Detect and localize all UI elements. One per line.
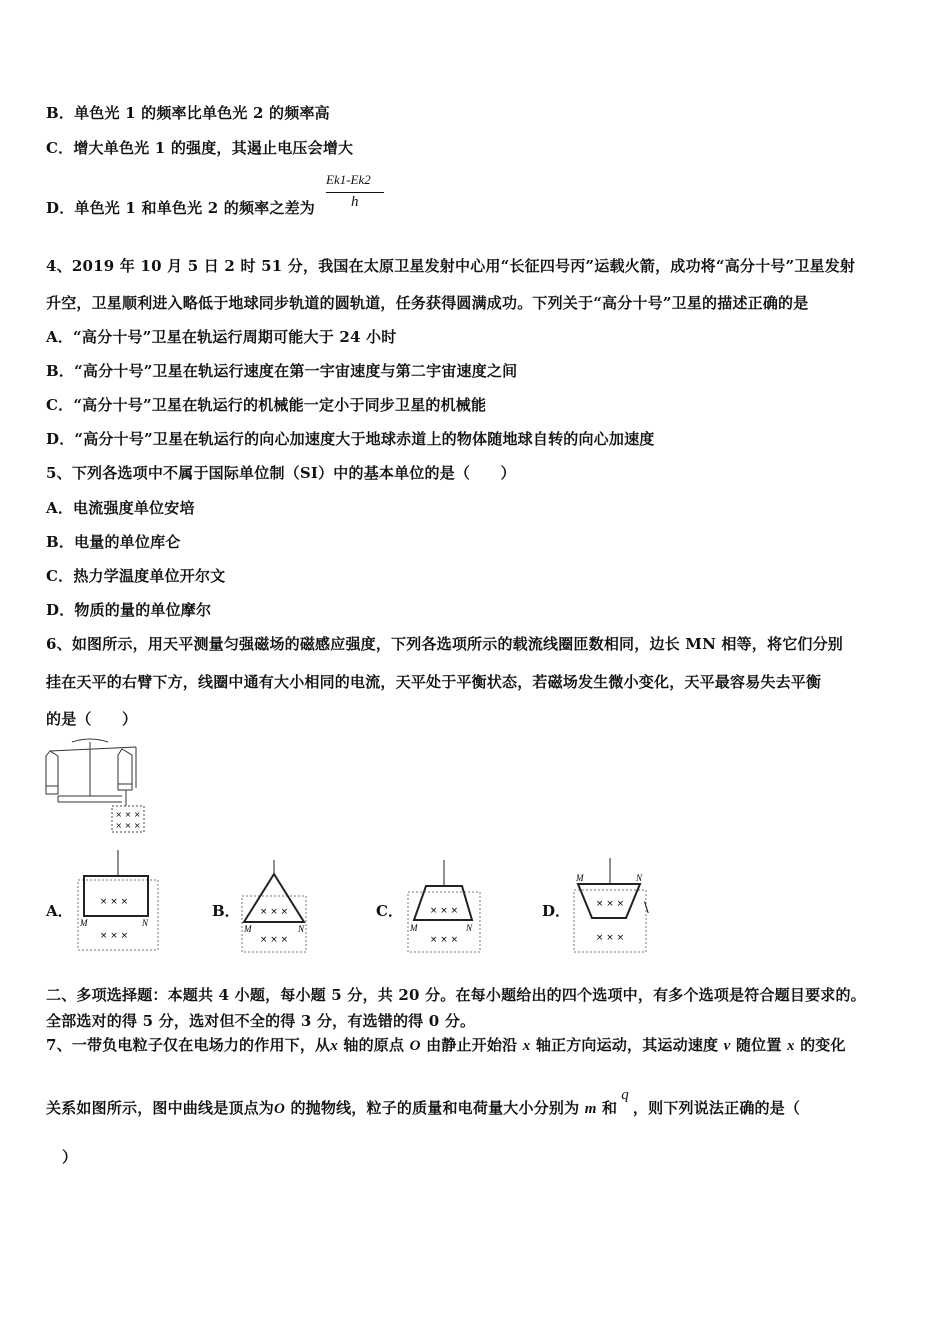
q5-stem: 5、下列各选项中不属于国际单位制（SI）中的基本单位的是（ ） — [46, 464, 516, 482]
field-a1: × × × — [99, 897, 129, 907]
field-d1: × × × — [595, 899, 625, 909]
label-m-c: M — [410, 923, 418, 933]
formula-numerator — [326, 172, 371, 189]
q3-option-d-formula — [326, 172, 386, 218]
field-c2: × × × — [429, 935, 459, 945]
q6-stem-line1: 6、如图所示，用天平测量匀强磁场的磁感应强度，下列各选项所示的载流线圈匝数相同，边长 MN 相等，将它们分别 — [46, 635, 844, 653]
coil-option-a — [76, 846, 162, 952]
var-x-3: x — [786, 1038, 795, 1054]
label-m-b: M — [244, 924, 252, 934]
field-b1: × × × — [259, 907, 289, 917]
q6-option-a-label: A． — [46, 902, 73, 920]
var-q: q — [621, 1087, 629, 1103]
field-c1: × × × — [429, 906, 459, 916]
field-row-2: × × × — [115, 821, 141, 830]
q7-l2-d: ，则下列说法正确的是（ — [632, 1099, 801, 1117]
q3-option-c: C．增大单色光 1 的强度，其遏止电压会增大 — [46, 139, 354, 157]
coil-option-c — [406, 858, 482, 954]
q7-l1-d: 轴正方向运动，其运动速度 — [530, 1036, 724, 1054]
q6-option-d-label: D． — [542, 902, 571, 920]
var-o-1: O — [409, 1038, 421, 1054]
var-x-2: x — [522, 1038, 531, 1054]
q7-l1-b: 轴的原点 — [337, 1036, 410, 1054]
q7-line1 — [46, 1034, 846, 1055]
section2-line2: 全部选对的得 5 分，选对但不全的得 3 分，有选错的得 0 分。 — [46, 1012, 476, 1030]
q6-stem-line3: 的是（ ） — [46, 710, 138, 728]
q4-option-d: D．“高分十号”卫星在轨运行的向心加速度大于地球赤道上的物体随地球自转的向心加速度 — [46, 430, 655, 448]
q6-option-b-label: B． — [212, 902, 240, 920]
section2-line1: 二、多项选择题：本题共 4 小题，每小题 5 分，共 20 分。在每小题给出的四个选项中，有多个选项是符合题目要求的。 — [46, 986, 866, 1004]
q7-l1-a: 7、一带负电粒子仅在电场力的作用下，从 — [46, 1036, 331, 1054]
label-n-c: N — [466, 923, 473, 933]
stray-mark: \ — [644, 900, 649, 916]
q5-option-c: C．热力学温度单位开尔文 — [46, 567, 226, 585]
label-m-d: M — [576, 873, 584, 883]
q4-option-a: A．“高分十号”卫星在轨运行周期可能大于 24 小时 — [46, 328, 397, 346]
q7-l1-c: 由静止开始沿 — [420, 1036, 523, 1054]
field-row-1: × × × — [115, 810, 141, 819]
coil-option-b — [240, 858, 310, 954]
q3-option-d: D．单色光 1 和单色光 2 的频率之差为 — [46, 199, 315, 217]
q7-l1-f: 的变化 — [794, 1036, 846, 1054]
label-n-d: N — [636, 873, 643, 883]
q6-stem-line2: 挂在天平的右臂下方，线圈中通有大小相同的电流，天平处于平衡状态，若磁场发生微小变化，天平最容易失去平衡 — [46, 673, 822, 691]
q7-close-paren: ） — [62, 1148, 78, 1166]
q7-l2-c: 和 — [596, 1099, 618, 1117]
field-d2: × × × — [595, 933, 625, 943]
q5-option-a: A．电流强度单位安培 — [46, 499, 195, 517]
q4-option-b: B．“高分十号”卫星在轨运行速度在第一宇宙速度与第二宇宙速度之间 — [46, 362, 518, 380]
q7-l2-a: 关系如图所示，图中曲线是顶点为 — [46, 1099, 275, 1117]
label-m-a: M — [80, 918, 88, 928]
q5-option-d: D．物质的量的单位摩尔 — [46, 601, 212, 619]
var-o-2: O — [274, 1101, 286, 1117]
q7-l2-b: 的抛物线，粒子的质量和电荷量大小分别为 — [285, 1099, 585, 1117]
q6-option-c-label: C． — [376, 902, 403, 920]
q7-line2 — [46, 1087, 801, 1118]
q3-option-b: B．单色光 1 的频率比单色光 2 的频率高 — [46, 104, 330, 122]
q4-stem-line2: 升空，卫星顺利进入略低于地球同步轨道的圆轨道，任务获得圆满成功。下列关于“高分十号”卫星的描述正确的是 — [46, 294, 809, 312]
field-a2: × × × — [99, 931, 129, 941]
label-n-a: N — [142, 918, 149, 928]
q5-option-b: B．电量的单位库仑 — [46, 533, 181, 551]
var-m: m — [584, 1101, 597, 1117]
var-v: v — [723, 1038, 731, 1054]
coil-option-d — [570, 856, 654, 954]
q4-stem-line1: 4、2019 年 10 月 5 日 2 时 51 分，我国在太原卫星发射中心用“长征四号丙”运载火箭，成功将“高分十号”卫星发射 — [46, 257, 856, 275]
q7-l1-e: 随位置 — [730, 1036, 787, 1054]
formula-denominator: h — [351, 194, 359, 210]
q4-option-c: C．“高分十号”卫星在轨运行的机械能一定小于同步卫星的机械能 — [46, 396, 487, 414]
numerator-text: Ek1-Ek2 — [326, 172, 371, 187]
var-x-1: x — [330, 1038, 338, 1054]
balance-diagram — [44, 738, 154, 834]
field-b2: × × × — [259, 935, 289, 945]
label-n-b: N — [298, 924, 305, 934]
fraction-bar — [326, 192, 384, 193]
